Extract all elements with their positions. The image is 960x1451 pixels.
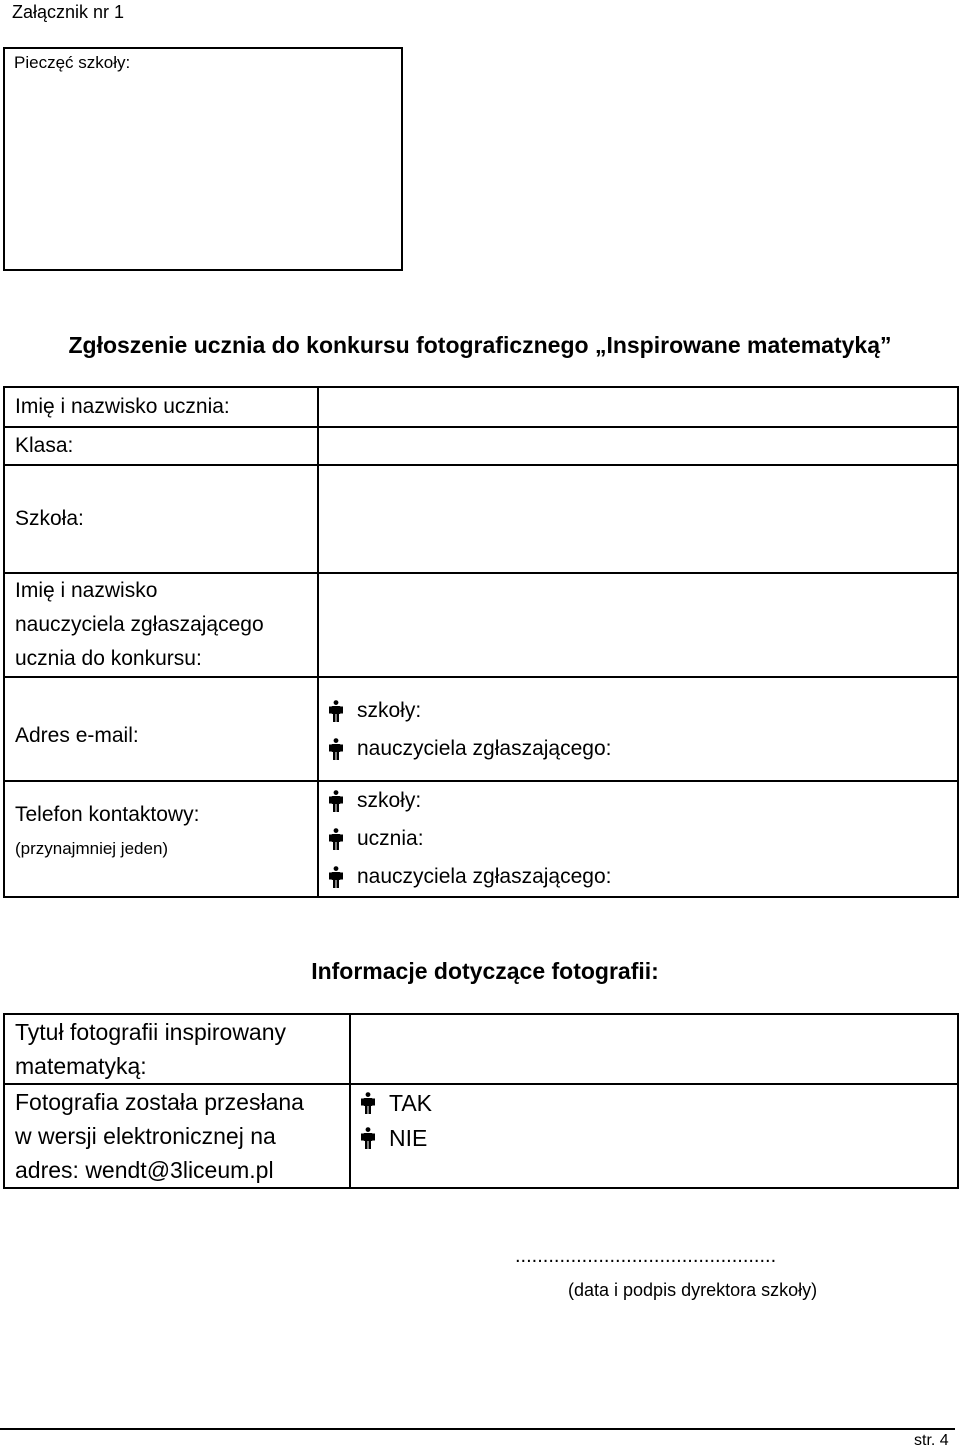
signature-label: (data i podpis dyrektora szkoły) [568, 1280, 818, 1300]
email-label-text: Adres e-mail: [15, 724, 139, 747]
photo-title-label [4, 1014, 350, 1084]
photo-sent-label-line: adres: wendt@3liceum.pl [15, 1157, 274, 1183]
photo-sent-label-line: Fotografia została przesłana [15, 1089, 304, 1115]
phone-label-text: Telefon kontaktowy: [15, 803, 200, 826]
page-number: str. 4 [914, 1432, 949, 1449]
person-icon [329, 828, 343, 850]
photo-sent-option-no[interactable] [361, 1120, 957, 1155]
photo-form-table [3, 1013, 959, 1189]
phone-options [318, 781, 958, 897]
attachment-label: Załącznik nr 1 [12, 2, 125, 22]
school-stamp-box [3, 47, 403, 271]
email-option-label: nauczyciela zgłaszającego: [357, 737, 612, 760]
footer-divider [0, 1428, 955, 1430]
photo-sent-label-line: w wersji elektronicznej na [15, 1123, 276, 1149]
photo-sent-option-yes[interactable] [361, 1085, 957, 1120]
teacher-label-line: ucznia do konkursu: [15, 647, 202, 670]
phone-option-label: nauczyciela zgłaszającego: [357, 865, 612, 888]
photo-sent-label [4, 1084, 350, 1188]
teacher-label-line: Imię i nazwisko [15, 579, 158, 602]
phone-option-student[interactable] [329, 820, 957, 858]
phone-option-label: ucznia: [357, 827, 424, 850]
person-icon [329, 738, 343, 760]
photo-title-label-line: matematyką: [15, 1053, 147, 1079]
phone-option-label: szkoły: [357, 789, 422, 812]
student-name-label: Imię i nazwisko ucznia: [4, 387, 318, 427]
school-label: Szkoła: [4, 465, 318, 573]
email-option-label: szkoły: [357, 699, 422, 722]
person-icon [361, 1127, 375, 1149]
stamp-label: Pieczęć szkoły: [14, 53, 131, 72]
student-name-field[interactable] [318, 387, 958, 427]
phone-label [4, 781, 318, 897]
person-icon [329, 700, 343, 722]
teacher-label [4, 573, 318, 677]
signature-dots: ............................................... [515, 1245, 777, 1267]
photo-sent-option-label: TAK [389, 1089, 433, 1116]
student-form-table [3, 386, 959, 898]
form-title: Zgłoszenie ucznia do konkursu fotograficznego „Inspirowane matematyką” [68, 332, 892, 358]
photo-sent-option-label: NIE [389, 1124, 428, 1151]
email-option-teacher[interactable] [329, 730, 957, 768]
photo-info-heading: Informacje dotyczące fotografii: [311, 958, 659, 984]
class-label: Klasa: [4, 427, 318, 465]
person-icon [329, 866, 343, 888]
email-options [318, 677, 958, 781]
email-label [4, 677, 318, 781]
email-option-school[interactable] [329, 692, 957, 730]
phone-option-school[interactable] [329, 782, 957, 820]
phone-note: (przynajmniej jeden) [15, 839, 169, 858]
teacher-field[interactable] [318, 573, 958, 677]
phone-option-teacher[interactable] [329, 858, 957, 896]
class-field[interactable] [318, 427, 958, 465]
person-icon [361, 1092, 375, 1114]
photo-sent-options [350, 1084, 958, 1188]
person-icon [329, 790, 343, 812]
teacher-label-line: nauczyciela zgłaszającego [15, 613, 264, 636]
photo-title-field[interactable] [350, 1014, 958, 1084]
photo-title-label-line: Tytuł fotografii inspirowany [15, 1019, 287, 1045]
school-field[interactable] [318, 465, 958, 573]
